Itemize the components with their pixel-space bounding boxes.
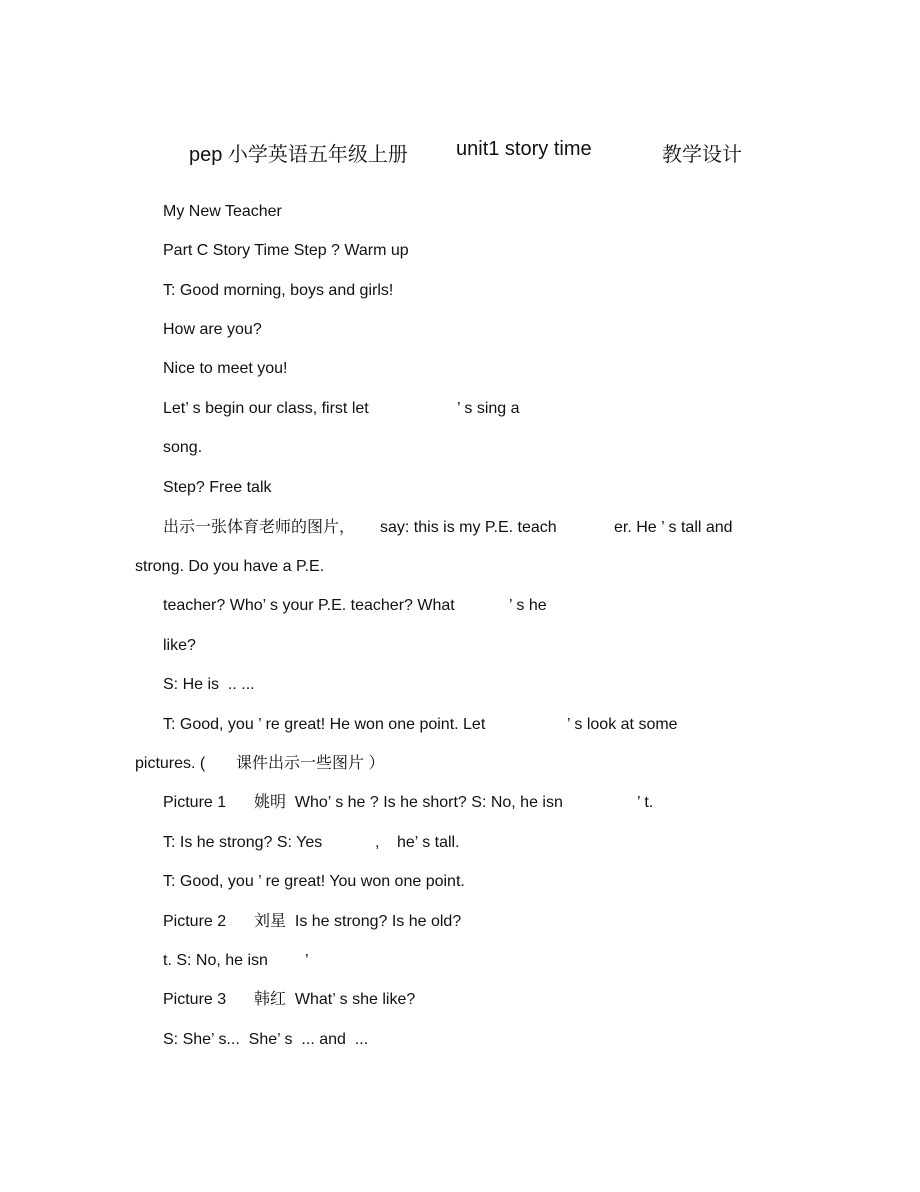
text-segment: Picture 1	[163, 794, 227, 811]
title-part-2: unit1 story time	[456, 138, 592, 160]
text-segment: Step? Free talk	[163, 479, 272, 496]
text-segment: er. He ’ s tall and	[614, 519, 733, 536]
text-segment: S: He is .. ...	[163, 676, 255, 693]
text-segment: 课件出示一些图片 ）	[236, 755, 385, 772]
text-segment: T: Good morning, boys and girls!	[163, 282, 394, 299]
text-segment: pictures. (	[135, 755, 206, 772]
text-segment: t. S: No, he isn	[163, 952, 268, 969]
title-part-3: 教学设计	[662, 144, 742, 166]
text-segment: Nice to meet you!	[163, 360, 288, 377]
text-segment: ’	[305, 952, 309, 969]
text-segment: he’ s tall.	[397, 834, 460, 851]
text-segment: 韩红 What’ s she like?	[254, 991, 416, 1008]
body-line	[163, 1030, 369, 1090]
text-segment: ’ s look at some	[567, 716, 678, 733]
text-segment: T: Good, you ’ re great! He won one point. Let	[163, 716, 486, 733]
text-segment: like?	[163, 637, 196, 654]
text-segment: 出示一张体育老师的图片，	[163, 519, 356, 536]
text-segment: Part C Story Time Step ? Warm up	[163, 242, 409, 259]
text-segment: Let’ s begin our class, first let	[163, 400, 369, 417]
text-segment: Picture 3	[163, 991, 227, 1008]
text-segment: 刘星 Is he strong? Is he old?	[254, 913, 462, 930]
text-segment: My New Teacher	[163, 203, 282, 220]
text-segment: 姚明 Who’ s he ? Is he short? S: No, he isn	[254, 794, 563, 811]
text-segment: strong. Do you have a P.E.	[135, 558, 325, 575]
text-segment: ’ s sing a	[457, 400, 520, 417]
text-segment: How are you?	[163, 321, 262, 338]
text-segment: T: Is he strong? S: Yes	[163, 834, 323, 851]
text-segment: ,	[375, 834, 380, 851]
text-segment: say: this is my P.E. teach	[380, 519, 557, 536]
text-segment: teacher? Who’ s your P.E. teacher? What	[163, 597, 455, 614]
text-segment: S: She’ s... She’ s ... and ...	[163, 1031, 369, 1048]
text-segment: song.	[163, 439, 203, 456]
text-segment: ’ s he	[509, 597, 547, 614]
text-segment: Picture 2	[163, 913, 227, 930]
title-part-1: pep 小学英语五年级上册	[189, 144, 408, 166]
text-segment: ’ t.	[637, 794, 654, 811]
text-segment: T: Good, you ’ re great! You won one point.	[163, 873, 465, 890]
